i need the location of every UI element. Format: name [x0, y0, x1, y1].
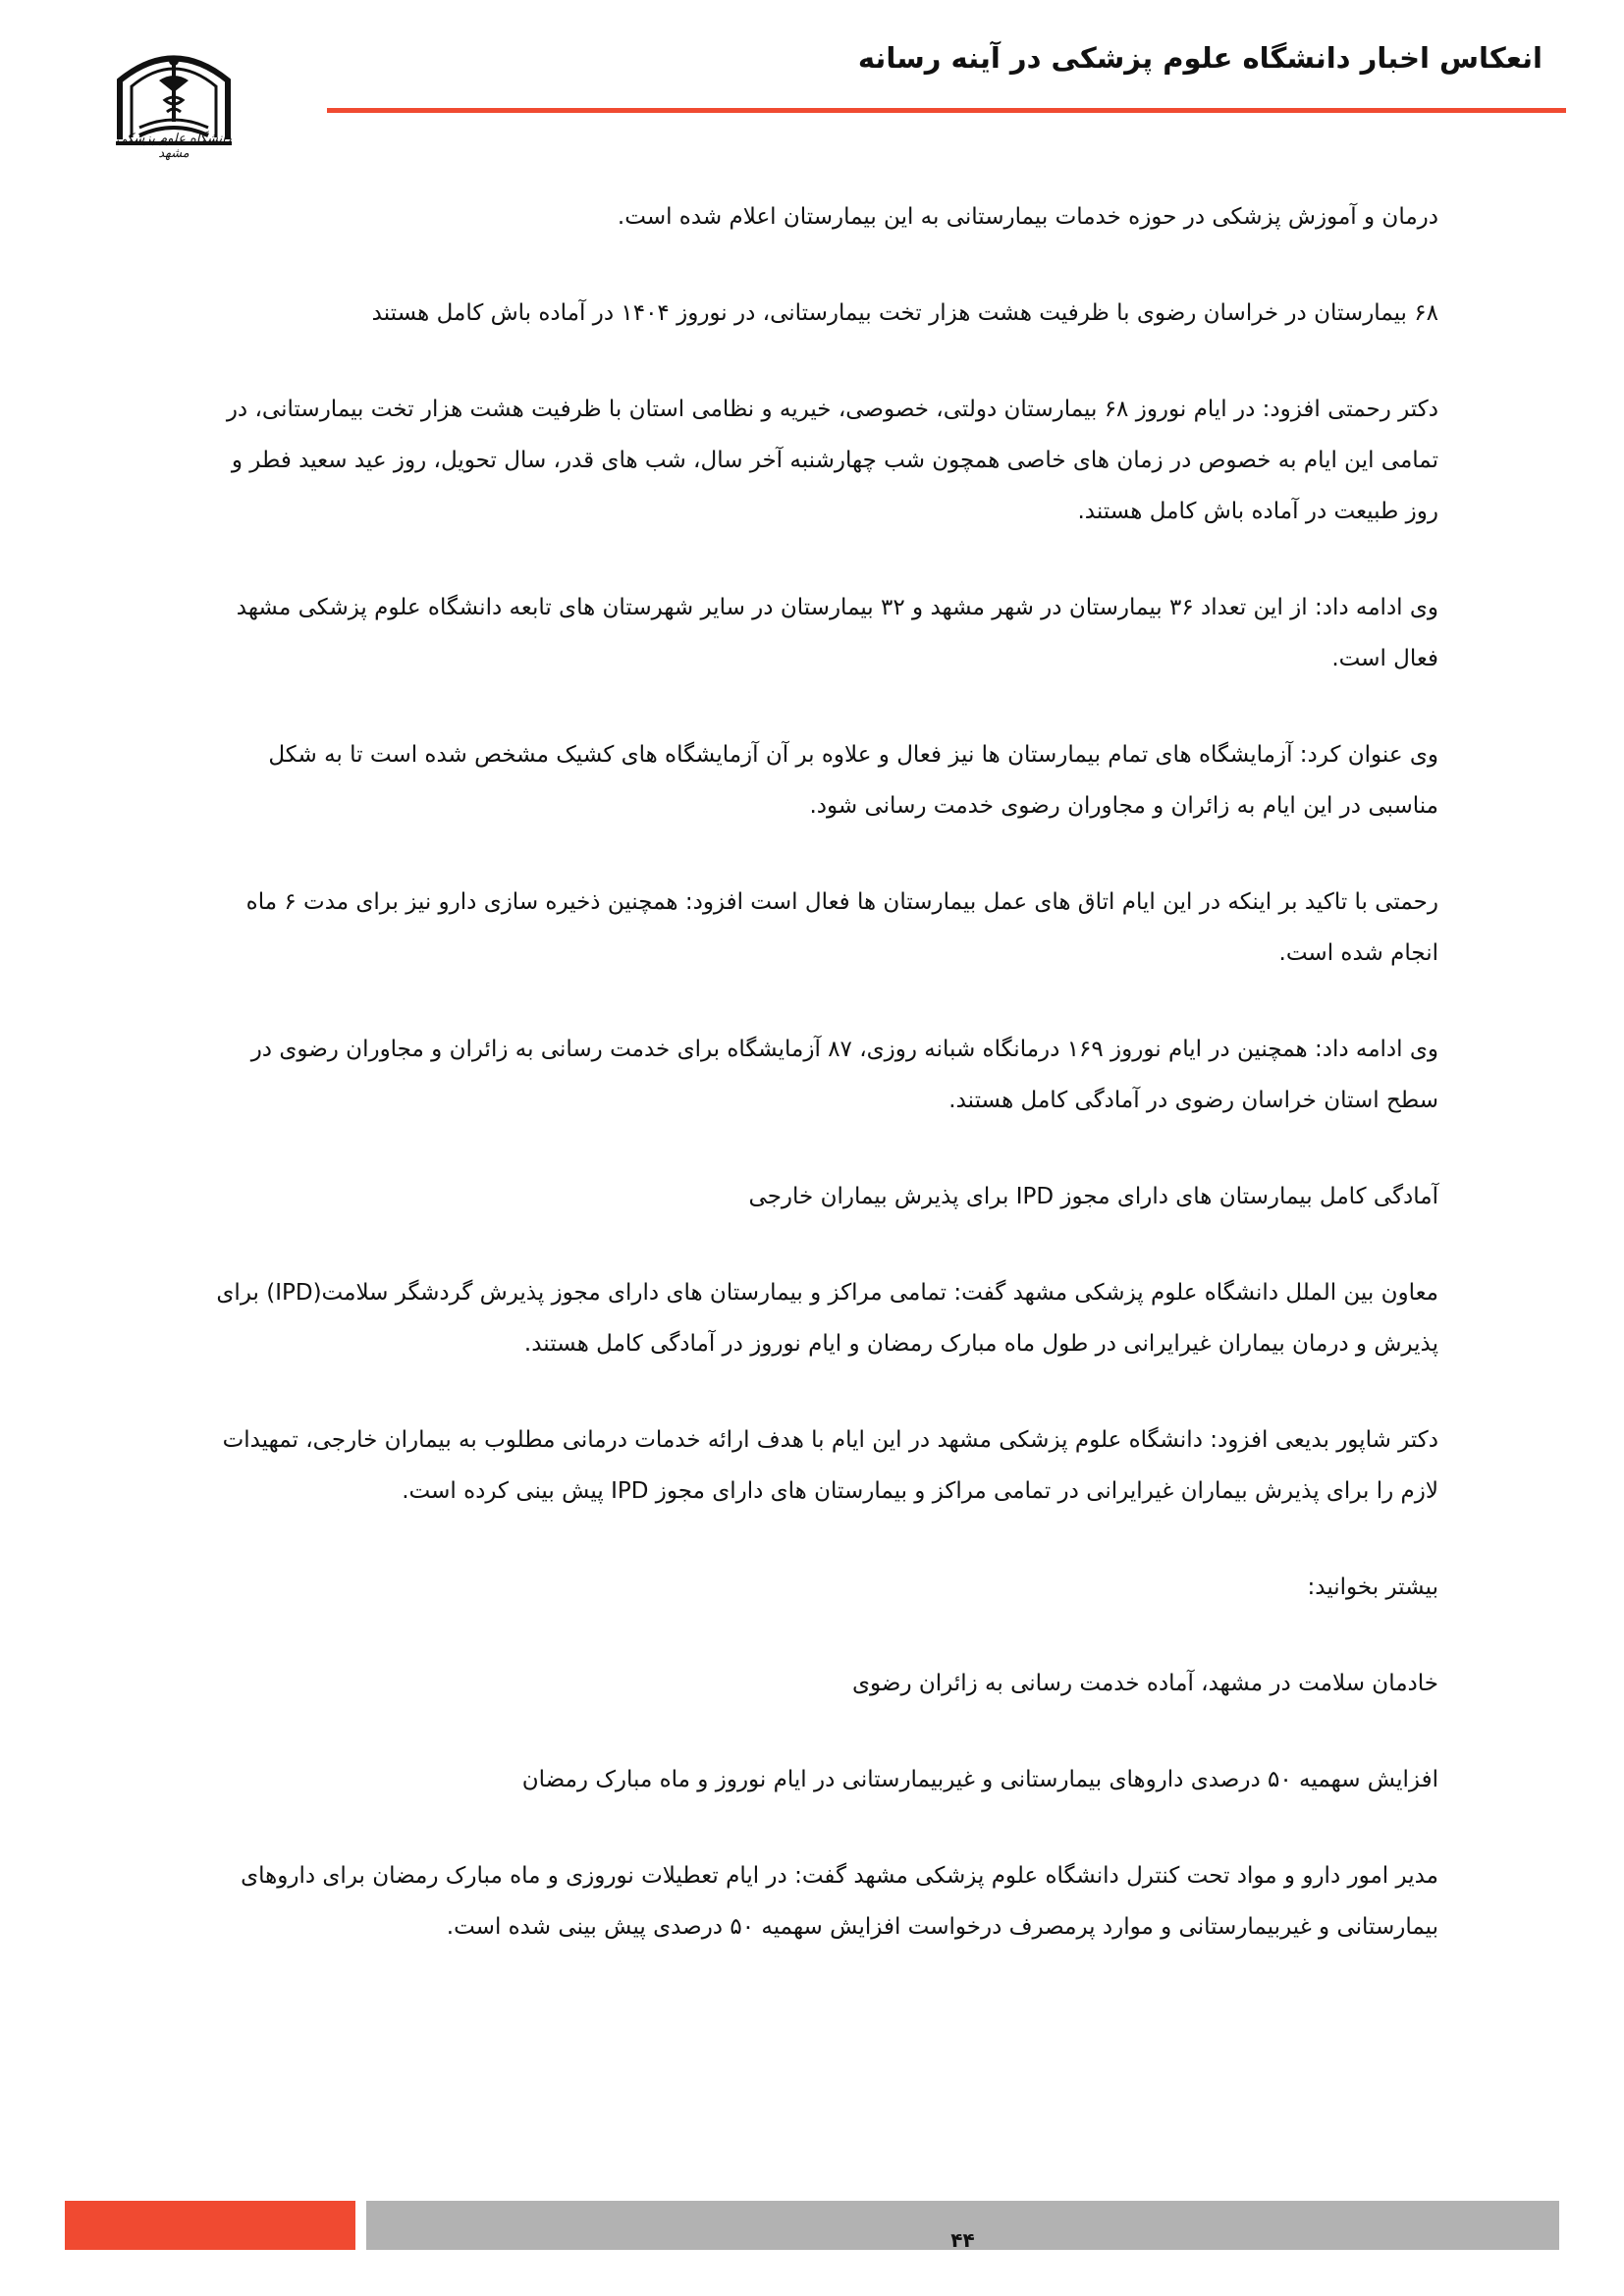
page-title: انعکاس اخبار دانشگاه علوم پزشکی در آینه رسانه	[857, 41, 1543, 75]
paragraph: معاون بین الملل دانشگاه علوم پزشکی مشهد گفت: تمامی مراکز و بیمارستان های دارای مجوز پذیرش گردشگر سلامت(IPD) برای پذیرش و درمان بیماران غیرایرانی در طول ماه مبارک رمضان و ایام نوروز در آمادگی کامل هستند.	[216, 1280, 1438, 1357]
related-link[interactable]: افزایش سهمیه ۵۰ درصدی داروهای بیمارستانی و غیربیمارستانی در ایام نوروز و ماه مبارک رمضان	[521, 1767, 1438, 1792]
page-number: ۴۴	[950, 2228, 975, 2252]
paragraph: وی عنوان کرد: آزمایشگاه های تمام بیمارستان ها نیز فعال و علاوه بر آن آزمایشگاه های کشیک مشخص شده است تا به شکل مناسبی در این ایام به زائران و مجاوران رضوی خدمت رسانی شود.	[268, 742, 1438, 819]
footer-bar-red	[65, 2201, 355, 2250]
read-more-label: بیشتر بخوانید:	[1307, 1575, 1438, 1600]
paragraph: دکتر رحمتی افزود: در ایام نوروز ۶۸ بیمارستان دولتی، خصوصی، خیریه و نظامی استان با ظرفیت هشت هزار تخت بیمارستانی، در تمامی این ایام به خصوص در زمان های خاصی همچون شب چهارشنبه آخر سال، شب های قدر، سال تحویل، روز عید سعید فطر و روز طبیعت در آماده باش کامل هستند.	[226, 397, 1438, 524]
paragraph: مدیر امور دارو و مواد تحت کنترل دانشگاه علوم پزشکی مشهد گفت: در ایام تعطیلات نوروزی و ماه مبارک رمضان برای داروهای بیمارستانی و غیربیمارستانی و موارد پرمصرف درخواست افزایش سهمیه ۵۰ درصدی پیش بینی شده است.	[241, 1863, 1438, 1940]
logo-caption: دانشگاه علوم پزشکی مشهد	[116, 132, 232, 161]
subheading: آمادگی کامل بیمارستان های دارای مجوز IPD برای پذیرش بیماران خارجی	[748, 1184, 1438, 1209]
paragraph: رحمتی با تاکید بر اینکه در این ایام اتاق های عمل بیمارستان ها فعال است افزود: همچنین ذخیره سازی دارو نیز برای مدت ۶ ماه انجام شده است.	[245, 889, 1438, 966]
header-divider	[327, 108, 1566, 113]
article-body	[206, 191, 1438, 1998]
subheading: ۶۸ بیمارستان در خراسان رضوی با ظرفیت هشت هزار تخت بیمارستانی، در نوروز ۱۴۰۴ در آماده باش کامل هستند	[371, 300, 1438, 326]
paragraph: درمان و آموزش پزشکی در حوزه خدمات بیمارستانی به این بیمارستان اعلام شده است.	[617, 204, 1438, 230]
paragraph: وی ادامه داد: از این تعداد ۳۶ بیمارستان در شهر مشهد و ۳۲ بیمارستان در سایر شهرستان های تابعه دانشگاه علوم پزشکی مشهد فعال است.	[236, 595, 1438, 671]
related-link[interactable]: خادمان سلامت در مشهد، آماده خدمت رسانی به زائران رضوی	[852, 1671, 1438, 1696]
paragraph: وی ادامه داد: همچنین در ایام نوروز ۱۶۹ درمانگاه شبانه روزی، ۸۷ آزمایشگاه برای خدمت رسانی به زائران و مجاوران رضوی در سطح استان خراسان رضوی در آمادگی کامل هستند.	[250, 1037, 1438, 1113]
paragraph: دکتر شاپور بدیعی افزود: دانشگاه علوم پزشکی مشهد در این ایام با هدف ارائه خدمات درمانی مطلوب به بیماران خارجی، تمهیدات لازم را برای پذیرش بیماران غیرایرانی در تمامی مراکز و بیمارستان های دارای مجوز IPD پیش بینی کرده است.	[222, 1427, 1438, 1504]
